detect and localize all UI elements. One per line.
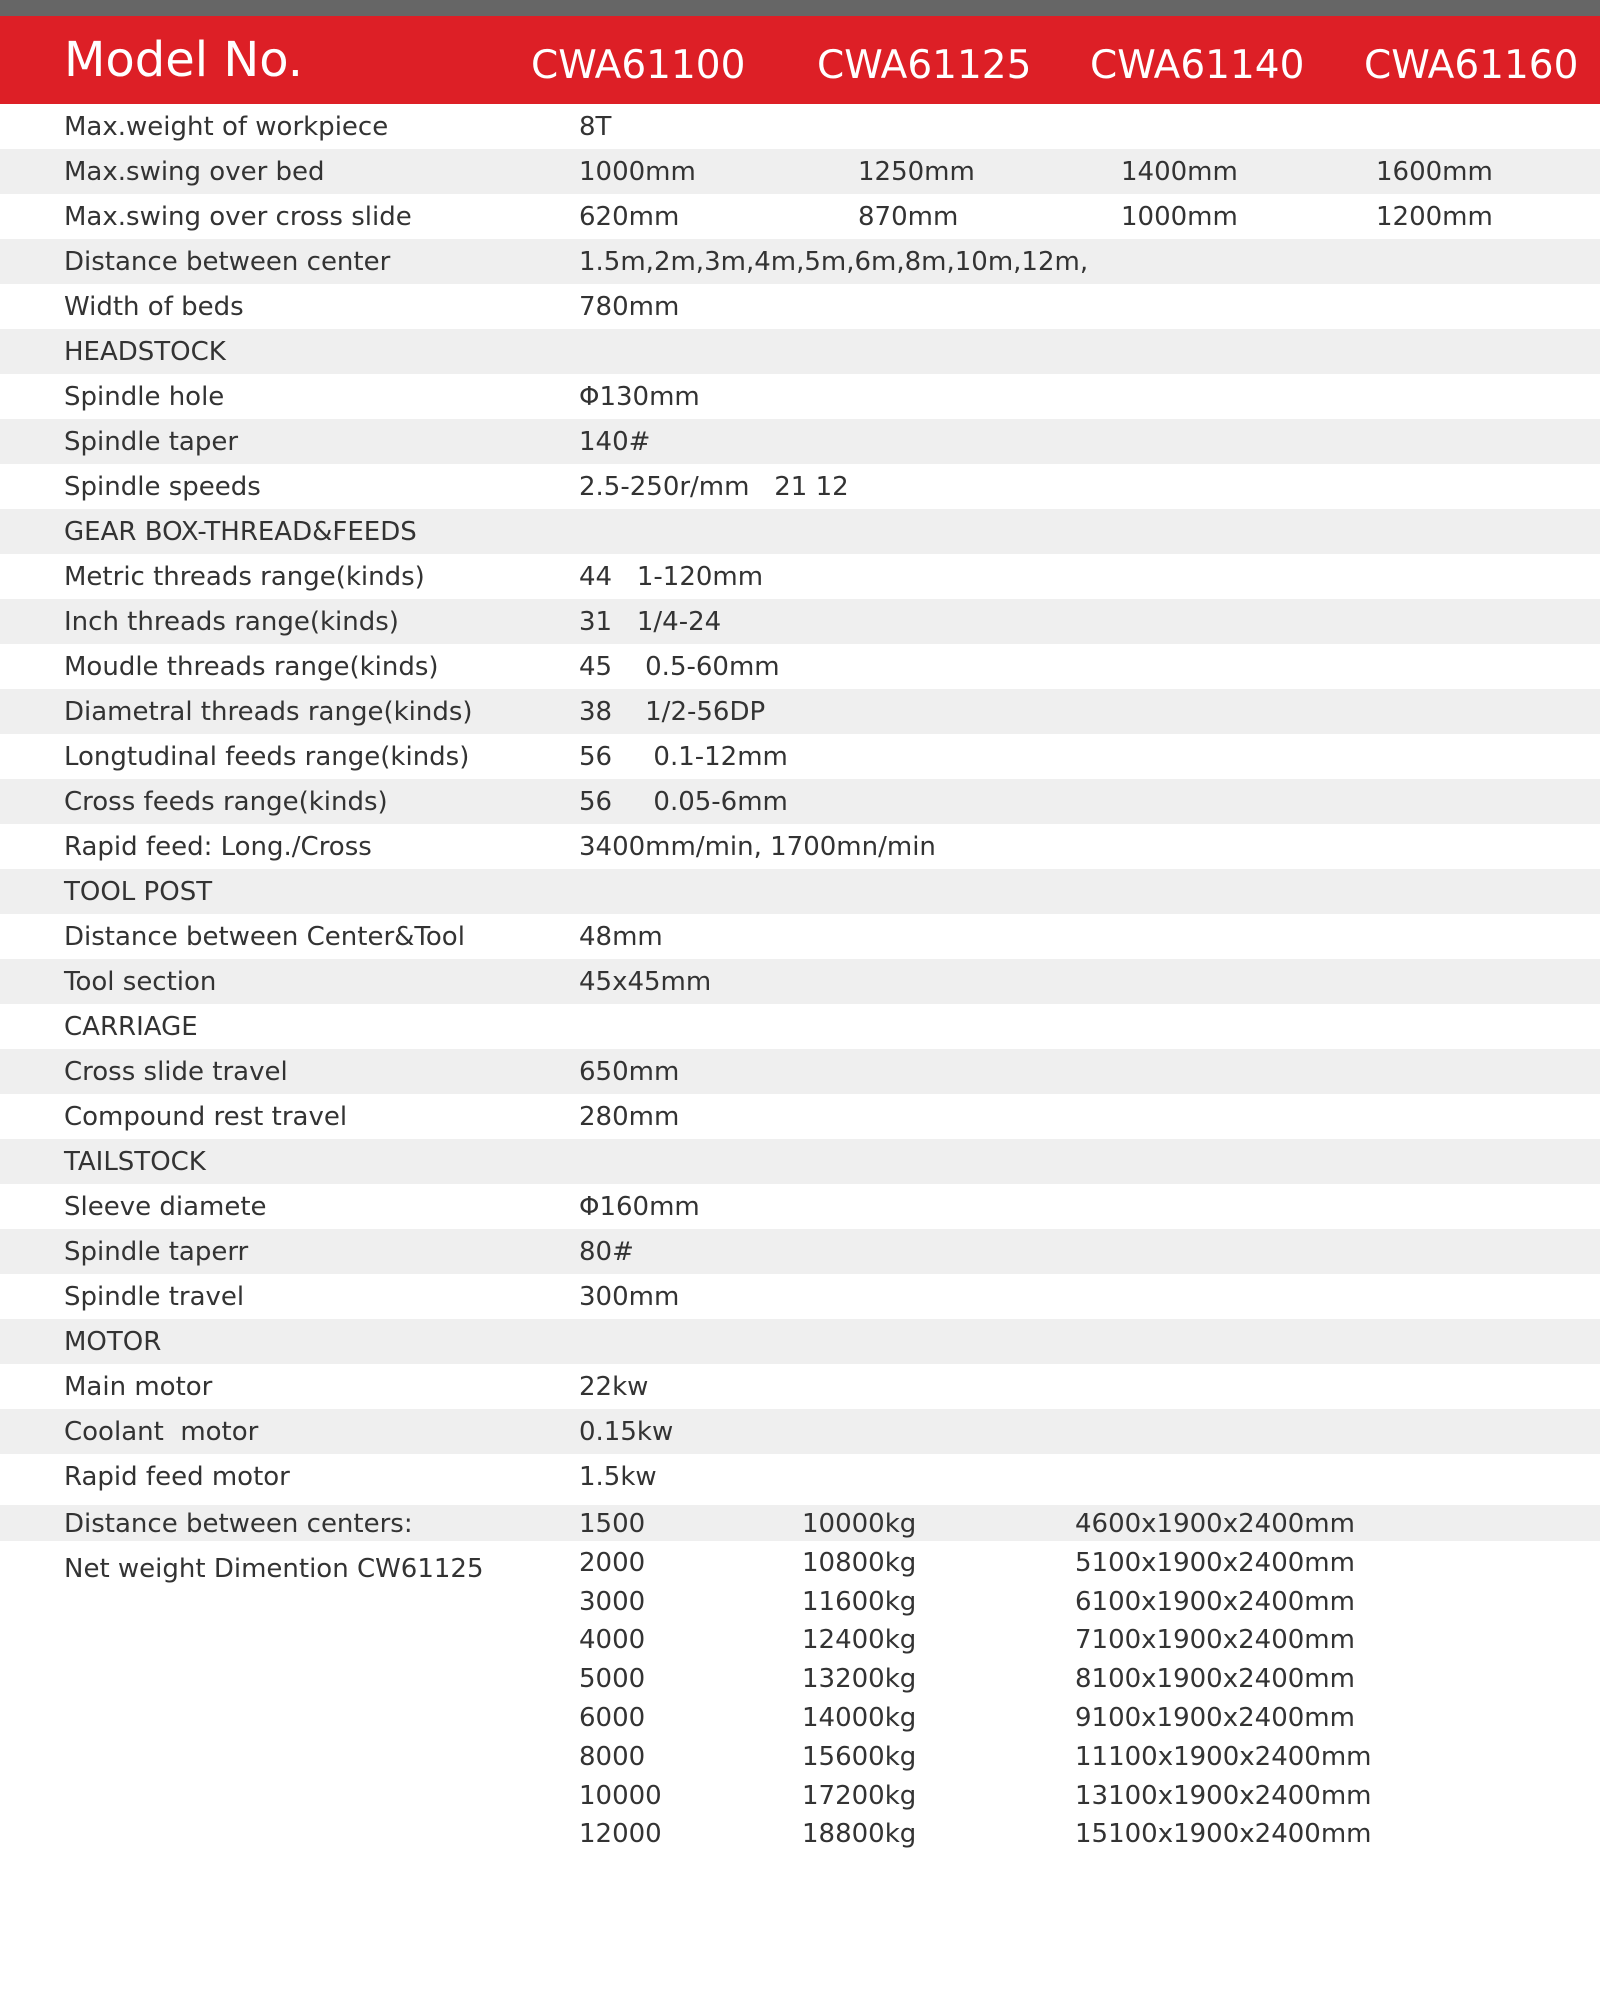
spec-row <box>0 914 1600 959</box>
spec-value: 280mm <box>579 1102 680 1132</box>
spec-value: 8T <box>579 112 612 142</box>
section-title: MOTOR <box>64 1327 162 1357</box>
section-title: TAILSTOCK <box>64 1147 206 1177</box>
weight-row <box>0 1738 1600 1777</box>
dimension-value: 9100x1900x2400mm <box>1075 1703 1355 1733</box>
spec-value: 38 1/2-56DP <box>579 697 766 727</box>
spec-row <box>0 554 1600 599</box>
net-weight-value: 11600kg <box>802 1586 917 1617</box>
dimension-value: 6100x1900x2400mm <box>1075 1586 1355 1617</box>
spec-label: Cross slide travel <box>64 1057 288 1087</box>
spec-value: 140# <box>579 427 651 457</box>
dimension-value: 8100x1900x2400mm <box>1075 1664 1355 1695</box>
section-title: CARRIAGE <box>64 1012 198 1042</box>
net-weight-value: 10800kg <box>802 1547 917 1578</box>
spec-label: Diametral threads range(kinds) <box>64 697 473 727</box>
spec-row <box>0 1229 1600 1274</box>
section-header-row <box>0 1139 1600 1184</box>
spec-row <box>0 149 1600 194</box>
spec-row <box>0 464 1600 509</box>
section-header-row <box>0 1319 1600 1364</box>
spec-row <box>0 1274 1600 1319</box>
spec-label: Spindle hole <box>64 382 225 412</box>
spec-row <box>0 1364 1600 1409</box>
spec-label: Spindle speeds <box>64 472 261 502</box>
spec-label: Spindle taperr <box>64 1237 249 1267</box>
spec-row <box>0 419 1600 464</box>
section-title: GEAR BOX-THREAD&FEEDS <box>64 517 417 547</box>
spec-row <box>0 1094 1600 1139</box>
net-weight-value: 10000kg <box>802 1509 917 1539</box>
spec-value: 1600mm <box>1376 157 1493 187</box>
net-weight-value: 14000kg <box>802 1703 917 1733</box>
spec-label: Moudle threads range(kinds) <box>64 652 439 682</box>
spec-label: Longtudinal feeds range(kinds) <box>64 742 470 772</box>
weight-row <box>0 1583 1600 1622</box>
net-weight-value: 13200kg <box>802 1664 917 1695</box>
spec-value: 0.15kw <box>579 1417 674 1447</box>
dimension-value: 11100x1900x2400mm <box>1075 1741 1372 1772</box>
model-cwa61125: CWA61125 <box>817 43 1032 88</box>
dimension-value: 7100x1900x2400mm <box>1075 1625 1355 1656</box>
section-title: TOOL POST <box>64 877 213 907</box>
model-no-title: Model No. <box>64 32 304 88</box>
model-cwa61140: CWA61140 <box>1090 43 1305 88</box>
dimension-value: 5100x1900x2400mm <box>1075 1547 1355 1578</box>
spec-label: Distance between center <box>64 247 391 277</box>
spec-value: 300mm <box>579 1282 680 1312</box>
spec-label: Spindle taper <box>64 427 239 457</box>
spec-value: 1200mm <box>1376 202 1493 232</box>
section-header-row <box>0 329 1600 374</box>
distance-value: 5000 <box>579 1664 646 1695</box>
spec-label: Width of beds <box>64 292 244 322</box>
spec-label: Compound rest travel <box>64 1102 348 1132</box>
spec-value: 1400mm <box>1121 157 1238 187</box>
spec-value: 56 0.1-12mm <box>579 742 788 772</box>
net-weight-value: 15600kg <box>802 1741 917 1772</box>
spec-value: 48mm <box>579 922 663 952</box>
distance-value: 10000 <box>579 1780 662 1811</box>
model-cwa61100: CWA61100 <box>531 43 746 88</box>
weight-row <box>0 1544 1600 1583</box>
top-bar <box>0 0 1600 16</box>
spec-row <box>0 374 1600 419</box>
weight-row <box>0 1621 1600 1660</box>
distance-centers-label: Distance between centers: <box>64 1509 413 1539</box>
spec-value: 56 0.05-6mm <box>579 787 788 817</box>
spec-value: 1.5kw <box>579 1462 657 1492</box>
spec-value: 1.5m,2m,3m,4m,5m,6m,8m,10m,12m, <box>579 247 1089 277</box>
spec-value: 2.5-250r/mm 21 12 <box>579 472 849 502</box>
spec-value: 1000mm <box>1121 202 1238 232</box>
distance-value: 8000 <box>579 1741 646 1772</box>
spec-label: Sleeve diamete <box>64 1192 267 1222</box>
spec-value: 44 1-120mm <box>579 562 764 592</box>
spec-row <box>0 194 1600 239</box>
spec-value: Φ130mm <box>579 382 700 412</box>
spec-value: 870mm <box>858 202 959 232</box>
spec-value: 31 1/4-24 <box>579 607 722 637</box>
net-weight-value: 18800kg <box>802 1819 917 1850</box>
weight-row <box>0 1660 1600 1699</box>
dimension-value: 15100x1900x2400mm <box>1075 1819 1372 1850</box>
section-header-row <box>0 869 1600 914</box>
spec-row <box>0 104 1600 149</box>
section-header-row <box>0 509 1600 554</box>
distance-value: 2000 <box>579 1547 646 1578</box>
spec-label: Rapid feed motor <box>64 1462 290 1492</box>
spec-label: Rapid feed: Long./Cross <box>64 832 372 862</box>
spec-label: Spindle travel <box>64 1282 245 1312</box>
spec-label: Max.swing over cross slide <box>64 202 412 232</box>
spec-value: 650mm <box>579 1057 680 1087</box>
weight-row <box>0 1699 1600 1738</box>
spec-row <box>0 599 1600 644</box>
weight-row <box>0 1815 1600 1854</box>
spec-row <box>0 824 1600 869</box>
distance-value: 1500 <box>579 1509 646 1539</box>
spec-row <box>0 239 1600 284</box>
spec-label: Max.swing over bed <box>64 157 325 187</box>
net-weight-label: Net weight Dimention CW61125 <box>64 1554 484 1584</box>
dimension-value: 4600x1900x2400mm <box>1075 1509 1355 1539</box>
distance-value: 12000 <box>579 1819 662 1850</box>
spec-label: Metric threads range(kinds) <box>64 562 425 592</box>
spec-value: 80# <box>579 1237 634 1267</box>
spec-row <box>0 689 1600 734</box>
distance-value: 3000 <box>579 1586 646 1617</box>
spec-row <box>0 644 1600 689</box>
spec-row <box>0 734 1600 779</box>
spec-label: Main motor <box>64 1372 213 1402</box>
spec-value: Φ160mm <box>579 1192 700 1222</box>
spec-row <box>0 284 1600 329</box>
spec-label: Tool section <box>64 967 217 997</box>
spec-label: Cross feeds range(kinds) <box>64 787 388 817</box>
distance-value: 4000 <box>579 1625 646 1656</box>
spec-label: Max.weight of workpiece <box>64 112 389 142</box>
distance-value: 6000 <box>579 1703 646 1733</box>
spec-table-header <box>0 16 1600 104</box>
net-weight-value: 12400kg <box>802 1625 917 1656</box>
weight-row <box>0 1777 1600 1816</box>
spec-row <box>0 1184 1600 1229</box>
spec-row <box>0 1454 1600 1499</box>
section-header-row <box>0 1004 1600 1049</box>
spec-row <box>0 1409 1600 1454</box>
spec-value: 3400mm/min, 1700mn/min <box>579 832 936 862</box>
spec-row <box>0 959 1600 1004</box>
spec-value: 780mm <box>579 292 680 322</box>
spec-row <box>0 1049 1600 1094</box>
section-title: HEADSTOCK <box>64 337 226 367</box>
spec-label: Coolant motor <box>64 1417 259 1447</box>
weight-row <box>0 1505 1600 1541</box>
spec-label: Distance between Center&Tool <box>64 922 465 952</box>
dimension-value: 13100x1900x2400mm <box>1075 1780 1372 1811</box>
spec-value: 1000mm <box>579 157 696 187</box>
model-cwa61160: CWA61160 <box>1364 43 1579 88</box>
spec-value: 22kw <box>579 1372 649 1402</box>
net-weight-value: 17200kg <box>802 1780 917 1811</box>
spec-value: 45 0.5-60mm <box>579 652 780 682</box>
spec-label: Inch threads range(kinds) <box>64 607 399 637</box>
spec-value: 1250mm <box>858 157 975 187</box>
spec-value: 45x45mm <box>579 967 712 997</box>
spec-value: 620mm <box>579 202 680 232</box>
spec-row <box>0 779 1600 824</box>
